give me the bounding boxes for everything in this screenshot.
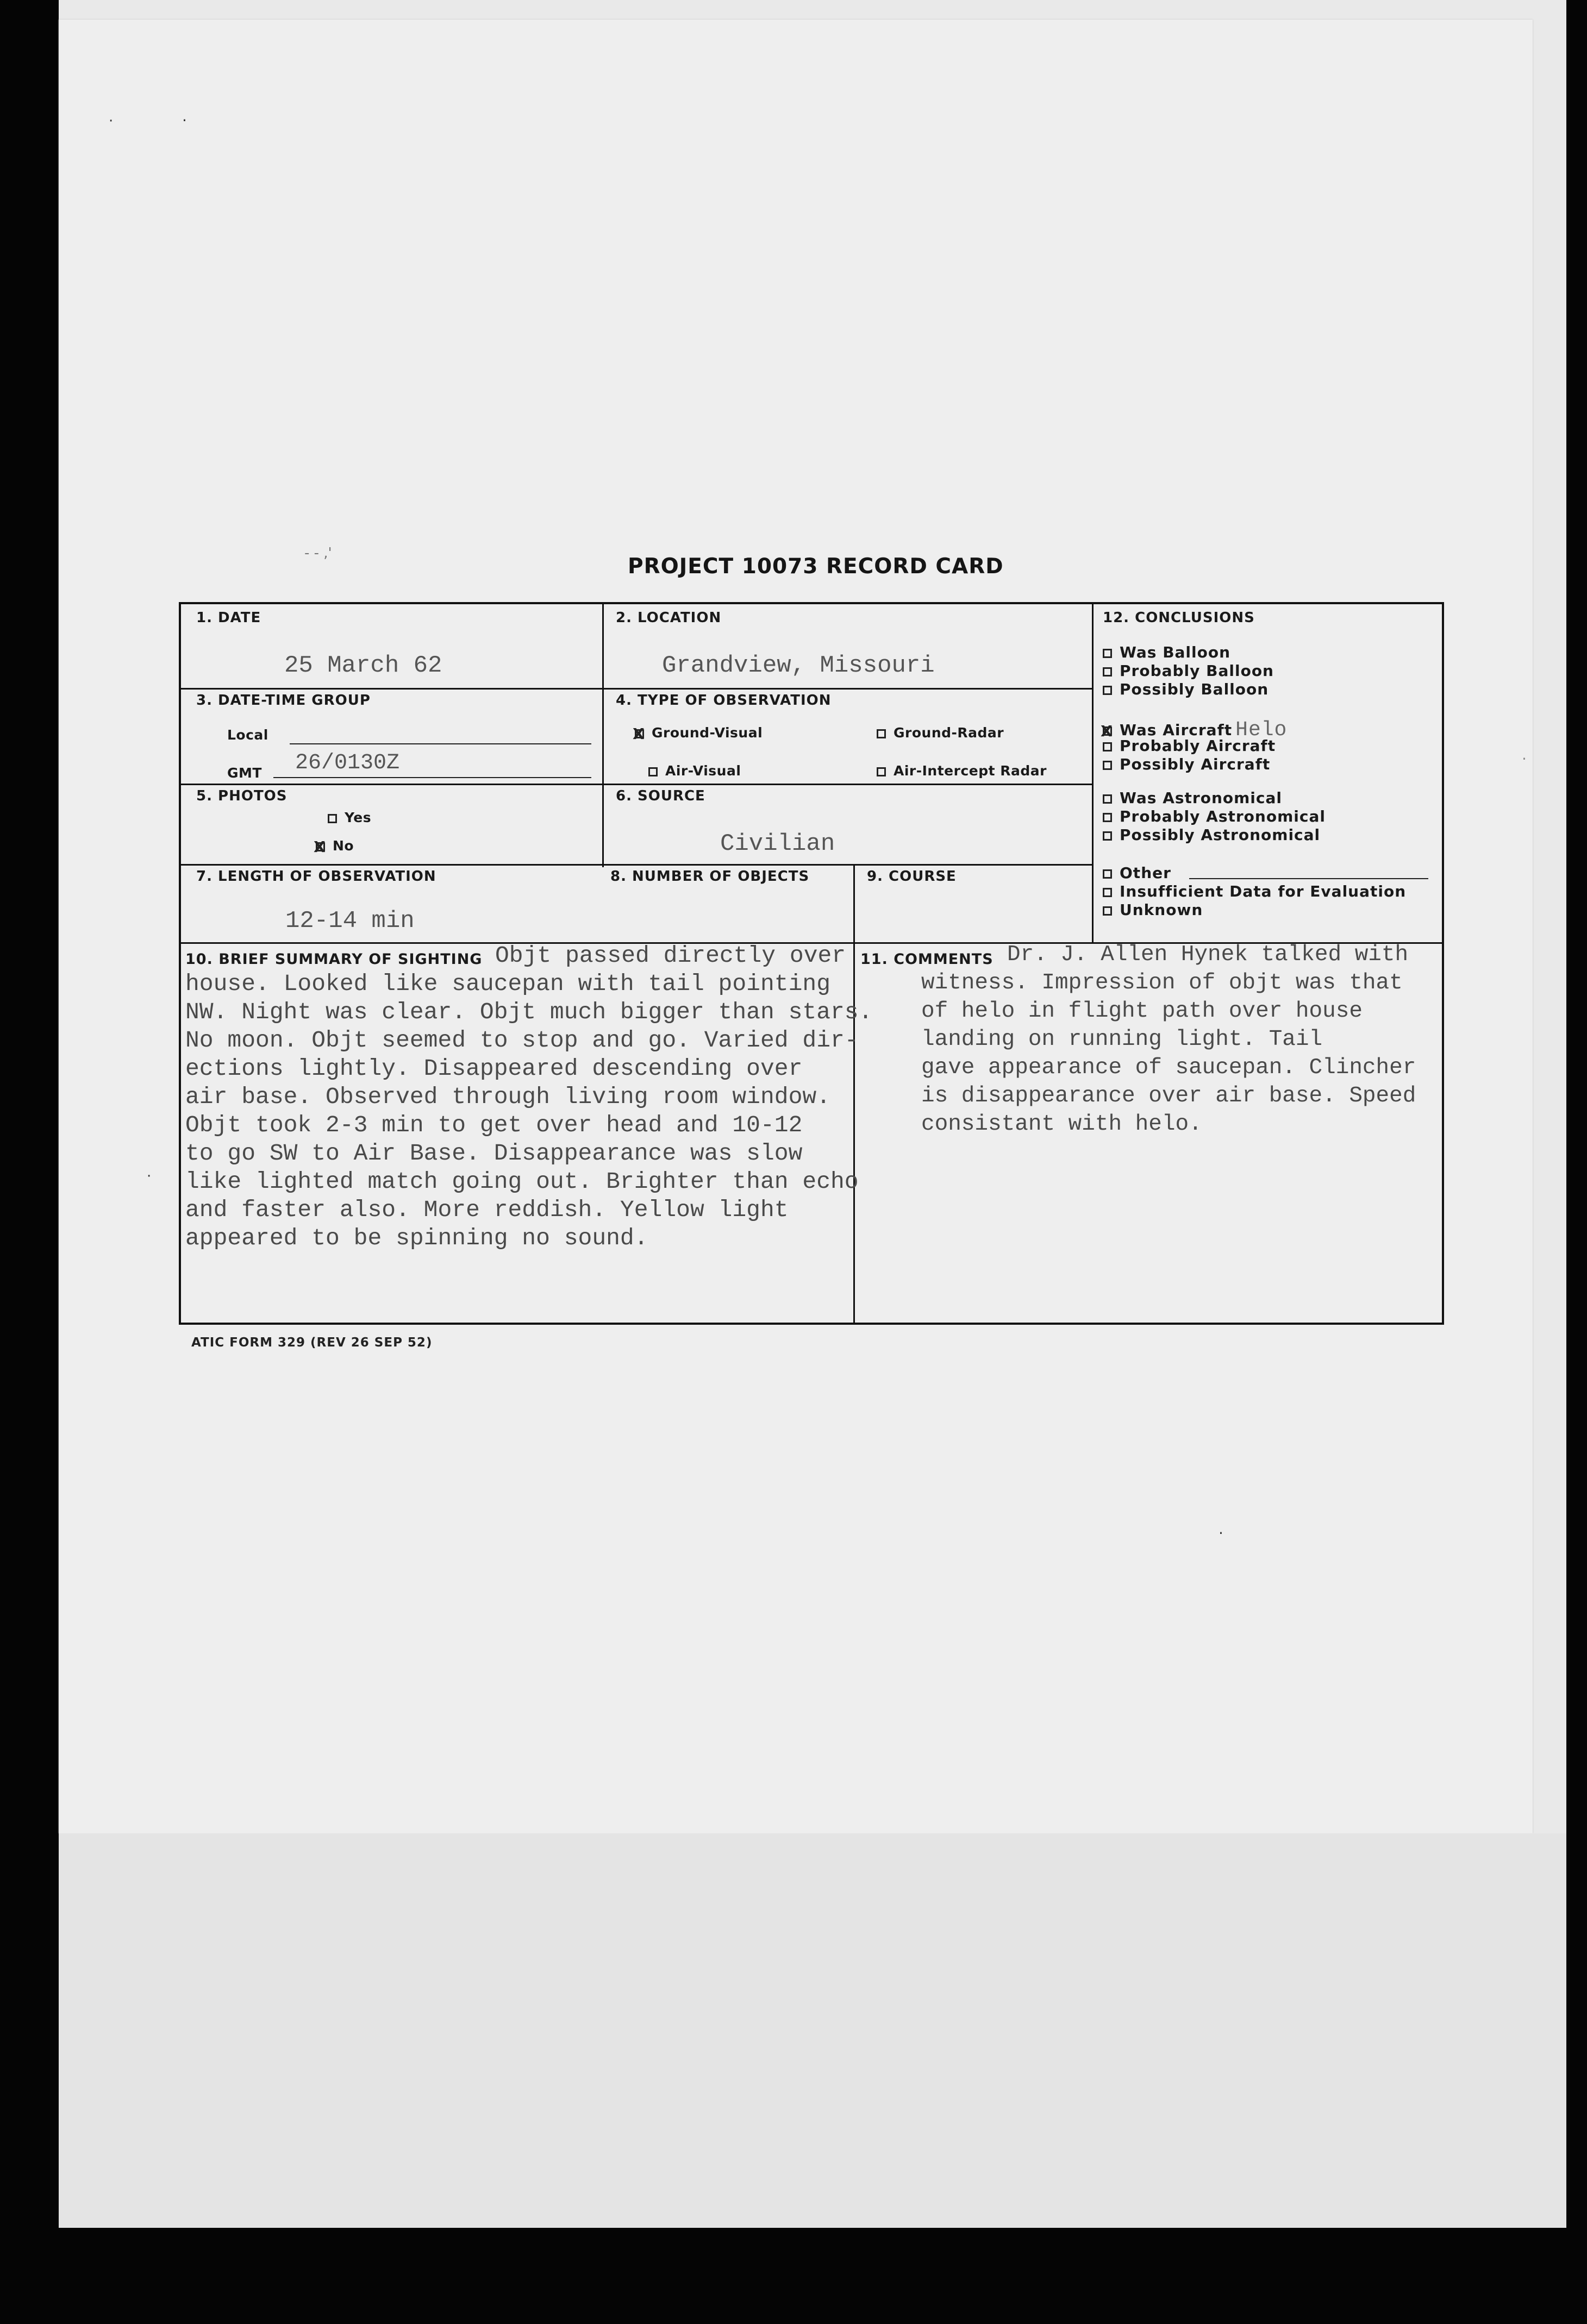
photos-yes-option[interactable]: Yes xyxy=(328,810,371,825)
conclusion-probably-aircraft[interactable]: Probably Aircraft xyxy=(1103,737,1276,755)
conclusion-was-astronomical[interactable]: Was Astronomical xyxy=(1103,789,1282,807)
checkbox-icon[interactable] xyxy=(1103,869,1112,879)
ground-radar-option[interactable]: Ground-Radar xyxy=(877,725,1004,741)
conclusion-was-balloon[interactable]: Was Balloon xyxy=(1103,643,1230,661)
air-visual-option[interactable]: Air-Visual xyxy=(648,763,741,779)
checkbox-icon[interactable] xyxy=(648,767,658,776)
comments-line: landing on running light. Tail xyxy=(921,1027,1323,1052)
checkbox-checked-icon[interactable] xyxy=(316,842,325,851)
summary-line: to go SW to Air Base. Disappearance was slow xyxy=(185,1140,803,1167)
checkbox-icon[interactable] xyxy=(1103,888,1112,897)
local-label: Local xyxy=(227,727,268,743)
photos-label: 5. PHOTOS xyxy=(196,788,288,804)
comments-line: Dr. J. Allen Hynek talked with xyxy=(1007,942,1409,967)
date-label: 1. DATE xyxy=(196,610,261,626)
checkbox-icon[interactable] xyxy=(1103,794,1112,804)
conclusion-was-aircraft[interactable]: XWas Aircraft Helo xyxy=(1103,718,1287,742)
summary-line: and faster also. More reddish. Yellow light xyxy=(185,1197,789,1223)
date-value: 25 March 62 xyxy=(284,652,442,679)
divider xyxy=(602,604,604,867)
checkbox-icon[interactable] xyxy=(1103,761,1112,770)
checkbox-icon[interactable] xyxy=(1103,831,1112,841)
length-of-observation-value: 12-14 min xyxy=(285,907,415,935)
checkbox-icon[interactable] xyxy=(1103,906,1112,916)
conclusion-probably-astronomical[interactable]: Probably Astronomical xyxy=(1103,807,1326,825)
checkbox-icon[interactable] xyxy=(1103,813,1112,822)
source-label: 6. SOURCE xyxy=(616,788,705,804)
checkbox-icon[interactable] xyxy=(1103,667,1112,676)
divider xyxy=(853,864,855,942)
ground-visual-option[interactable]: XGround-Visual xyxy=(635,725,763,741)
record-card xyxy=(179,602,1444,1325)
card-title: PROJECT 10073 RECORD CARD xyxy=(628,554,1004,579)
conclusion-unknown[interactable]: Unknown xyxy=(1103,901,1203,919)
conclusions-label: 12. CONCLUSIONS xyxy=(1103,610,1255,626)
source-value: Civilian xyxy=(720,830,835,857)
checkbox-checked-icon[interactable] xyxy=(635,729,644,738)
photos-no-option[interactable]: XNo xyxy=(316,838,354,854)
checkbox-icon[interactable] xyxy=(1103,686,1112,695)
summary-line: NW. Night was clear. Objt much bigger than stars. xyxy=(185,999,873,1025)
date-time-group-label: 3. DATE-TIME GROUP xyxy=(196,692,371,709)
checkbox-icon[interactable] xyxy=(328,814,337,823)
conclusion-other[interactable]: Other xyxy=(1103,864,1171,882)
scan-speck: · xyxy=(147,1168,152,1185)
summary-line: like lighted match going out. Brighter than echo xyxy=(185,1168,859,1195)
summary-line: Objt took 2-3 min to get over head and 10-12 xyxy=(185,1112,803,1138)
location-label: 2. LOCATION xyxy=(616,610,722,626)
comments-label: 11. COMMENTS xyxy=(860,951,994,968)
type-of-observation-label: 4. TYPE OF OBSERVATION xyxy=(616,692,832,709)
checkbox-icon[interactable] xyxy=(1103,649,1112,658)
summary-line: air base. Observed through living room window. xyxy=(185,1083,830,1110)
scan-mark: - - ,' xyxy=(304,545,332,561)
number-of-objects-label: 8. NUMBER OF OBJECTS xyxy=(610,868,810,885)
gmt-label: GMT xyxy=(227,765,262,781)
scan-speck: · xyxy=(1219,1524,1223,1542)
summary-label: 10. BRIEF SUMMARY OF SIGHTING xyxy=(185,951,483,968)
scan-speck: · xyxy=(109,113,114,129)
checkbox-icon[interactable] xyxy=(877,729,886,738)
divider xyxy=(181,688,1092,690)
comments-line: witness. Impression of objt was that xyxy=(921,970,1403,995)
conclusion-insufficient-data[interactable]: Insufficient Data for Evaluation xyxy=(1103,882,1406,900)
air-intercept-radar-option[interactable]: Air-Intercept Radar xyxy=(877,763,1047,779)
location-value: Grandview, Missouri xyxy=(662,652,935,679)
conclusion-possibly-balloon[interactable]: Possibly Balloon xyxy=(1103,680,1269,698)
divider xyxy=(1092,604,1094,942)
handwritten-note: Helo xyxy=(1235,718,1288,742)
backing-sheet xyxy=(59,1833,1566,2228)
comments-line: consistant with helo. xyxy=(921,1112,1202,1137)
divider xyxy=(181,864,1092,866)
scan-speck: · xyxy=(1522,750,1527,768)
gmt-value: 26/0130Z xyxy=(295,751,400,775)
comments-line: gave appearance of saucepan. Clincher xyxy=(921,1055,1416,1080)
checkbox-icon[interactable] xyxy=(877,767,886,776)
length-of-observation-label: 7. LENGTH OF OBSERVATION xyxy=(196,868,436,885)
conclusion-possibly-astronomical[interactable]: Possibly Astronomical xyxy=(1103,826,1320,844)
comments-line: of helo in flight path over house xyxy=(921,999,1363,1024)
form-number: ATIC FORM 329 (REV 26 SEP 52) xyxy=(191,1336,433,1350)
summary-line: No moon. Objt seemed to stop and go. Varied dir- xyxy=(185,1027,859,1054)
scan-speck: · xyxy=(182,111,187,129)
summary-line: ections lightly. Disappeared descending over xyxy=(185,1055,803,1082)
conclusion-probably-balloon[interactable]: Probably Balloon xyxy=(1103,662,1274,680)
gmt-line xyxy=(273,777,591,778)
summary-line: Objt passed directly over xyxy=(495,942,846,969)
course-label: 9. COURSE xyxy=(867,868,957,885)
summary-line: house. Looked like saucepan with tail pointing xyxy=(185,970,830,997)
other-line xyxy=(1189,878,1428,879)
checkbox-icon[interactable] xyxy=(1103,742,1112,751)
local-line xyxy=(290,743,591,744)
conclusion-possibly-aircraft[interactable]: Possibly Aircraft xyxy=(1103,755,1270,773)
divider xyxy=(181,784,1092,785)
checkbox-checked-icon[interactable] xyxy=(1103,726,1112,736)
summary-line: appeared to be spinning no sound. xyxy=(185,1225,648,1251)
comments-line: is disappearance over air base. Speed xyxy=(921,1083,1416,1108)
